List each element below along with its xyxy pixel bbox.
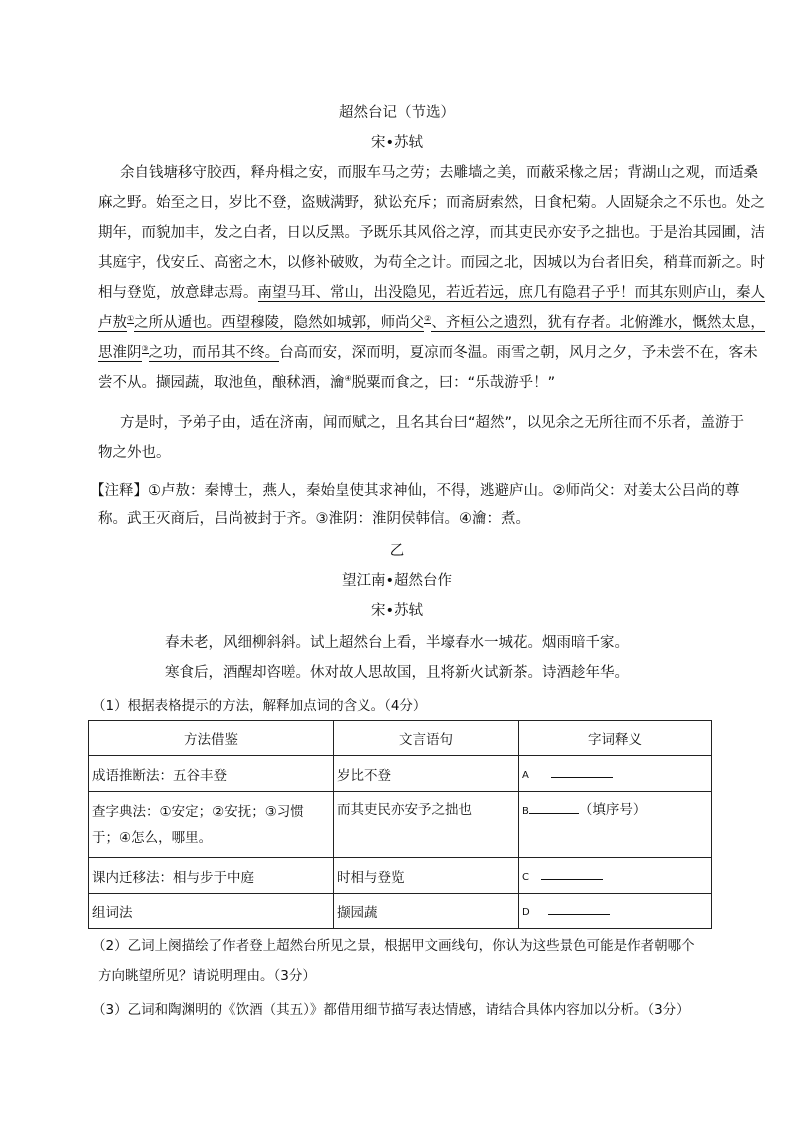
table-cell-sentence: 岁比不登 bbox=[334, 756, 519, 792]
answer-label-b: B bbox=[522, 806, 529, 817]
body-line-5-plain: 相与登览，放意肆志焉。 bbox=[98, 285, 258, 301]
body-line-5 bbox=[98, 284, 765, 302]
para2-line-2: 物之外也。 bbox=[98, 445, 171, 461]
underlined-sentence-north-end: 之功，而吊其不终。 bbox=[148, 345, 280, 361]
table-header-meaning: 字词释义 bbox=[519, 721, 712, 756]
body-line-7 bbox=[98, 344, 758, 362]
para2-line-1: 方是时，予弟子由，适在济南，闻而赋之，且名其台曰“超然”，以见余之无所往而不乐者，盖游于 bbox=[120, 415, 745, 431]
table-cell-answer bbox=[519, 756, 712, 792]
answer-blank-b[interactable] bbox=[529, 813, 579, 814]
table-cell-method: 组词法 bbox=[89, 894, 334, 929]
question-1: （1）根据表格提示的方法，解释加点词的含义。（4分） bbox=[92, 698, 427, 714]
poem-author: 宋•苏轼 bbox=[370, 603, 424, 619]
poem-line-1: 春未老，风细柳斜斜。试上超然台上看，半壕春水一城花。烟雨暗千家。 bbox=[165, 635, 629, 651]
body-line-2: 麻之野。始至之日，岁比不登，盗贼满野，狱讼充斥；而斋厨索然，日食杞菊。人固疑余之不乐也。处之 bbox=[98, 195, 765, 211]
table-cell-answer bbox=[519, 792, 712, 858]
table-row bbox=[89, 894, 712, 929]
table-cell-sentence: 时相与登览 bbox=[334, 858, 519, 894]
answer-label-a: A bbox=[522, 769, 529, 781]
footnote-marker-2: ② bbox=[424, 314, 432, 324]
notes-line-1: 【注释】①卢敖：秦博士，燕人，秦始皇使其求神仙，不得，逃避庐山。②师尚父：对姜太公吕尚的尊 bbox=[90, 483, 740, 499]
body-line-8 bbox=[98, 374, 555, 392]
body-line-4: 其庭宇，伐安丘、高密之木，以修补破败，为苟全之计。而园之北，因城以为台者旧矣，稍葺而新之。时 bbox=[98, 255, 765, 271]
body-line-3: 期年，而貌加丰，发之白者，日以反黑。予既乐其风俗之淳，而其吏民亦安予之拙也。于是治其园圃，洁 bbox=[98, 225, 765, 241]
table-cell-answer bbox=[519, 858, 712, 894]
vocab-table bbox=[88, 720, 712, 929]
underlined-sentence-west-b: 、齐桓公之遗烈，犹有存者。北俯潍水，慨然太息， bbox=[431, 315, 765, 331]
underlined-sentence-west-a: 之所从遁也。西望穆陵，隐然如城郭，师尚父 bbox=[134, 315, 425, 331]
answer-blank-a[interactable] bbox=[551, 777, 613, 778]
table-cell-method: 查字典法：①安定；②安抚；③习惯于；④怎么，哪里。 bbox=[89, 792, 334, 858]
footnote-marker-3: ③ bbox=[141, 344, 149, 354]
answer-hint-b: （填序号） bbox=[578, 802, 647, 818]
question-2-line-1: （2）乙词上阕描绘了作者登上超然台所见之景，根据甲文画线句，你认为这些景色可能是作者朝哪个 bbox=[92, 938, 695, 954]
body-line-8-b: 脱粟而食之，曰：“乐哉游乎！” bbox=[351, 375, 556, 391]
question-3: （3）乙词和陶渊明的《饮酒（其五）》都借用细节描写表达情感，请结合具体内容加以分析。（3分） bbox=[92, 1002, 690, 1018]
answer-blank-c[interactable] bbox=[541, 879, 603, 880]
poem-line-2: 寒食后，酒醒却咨嗟。休对故人思故国，且将新火试新茶。诗酒趁年华。 bbox=[165, 665, 629, 681]
body-line-1: 余自钱塘移守胶西，释舟楫之安，而服车马之劳；去雕墙之美，而蔽采椽之居；背湖山之观，而适桑 bbox=[120, 165, 758, 181]
question-2-line-2: 方向眺望所见？请说明理由。（3分） bbox=[98, 968, 316, 984]
body-line-7-plain: 台高而安，深而明，夏凉而冬温。雨雪之朝，风月之夕，予未尝不在，客未 bbox=[279, 345, 758, 361]
essay-author: 宋•苏轼 bbox=[370, 135, 424, 151]
table-cell-answer bbox=[519, 894, 712, 929]
table-cell-method: 课内迁移法：相与步于中庭 bbox=[89, 858, 334, 894]
table-cell-method: 成语推断法：五谷丰登 bbox=[89, 756, 334, 792]
table-cell-sentence: 撷园蔬 bbox=[334, 894, 519, 929]
underlined-luao: 卢敖 bbox=[98, 315, 127, 331]
table-header-row bbox=[89, 721, 712, 756]
body-line-8-a: 尝不从。撷园蔬，取池鱼，酿秫酒，瀹 bbox=[98, 375, 345, 391]
table-header-method: 方法借鉴 bbox=[89, 721, 334, 756]
body-line-6 bbox=[98, 314, 765, 332]
notes-line-2: 称。武王灭商后，吕尚被封于齐。③淮阴：淮阴侯韩信。④瀹：煮。 bbox=[98, 511, 530, 527]
answer-label-c: C bbox=[522, 871, 529, 883]
underlined-sentence-south: 南望马耳、常山，出没隐见，若近若远，庶几有隐君子乎！而其东则庐山，秦人 bbox=[257, 285, 765, 301]
table-cell-sentence: 而其吏民亦安予之拙也 bbox=[334, 792, 519, 858]
essay-title: 超然台记（节选） bbox=[339, 105, 455, 121]
answer-label-d: D bbox=[522, 907, 530, 918]
table-row bbox=[89, 756, 712, 792]
footnote-marker-4: ④ bbox=[344, 374, 352, 384]
section-yi: 乙 bbox=[389, 543, 405, 559]
table-header-sentence: 文言语句 bbox=[334, 721, 519, 756]
table-row bbox=[89, 792, 712, 858]
footnote-marker-1: ① bbox=[127, 314, 135, 324]
answer-blank-d[interactable] bbox=[548, 914, 610, 915]
table-row bbox=[89, 858, 712, 894]
underlined-huaiyin: 思淮阴 bbox=[98, 345, 142, 361]
poem-title: 望江南•超然台作 bbox=[341, 573, 453, 589]
